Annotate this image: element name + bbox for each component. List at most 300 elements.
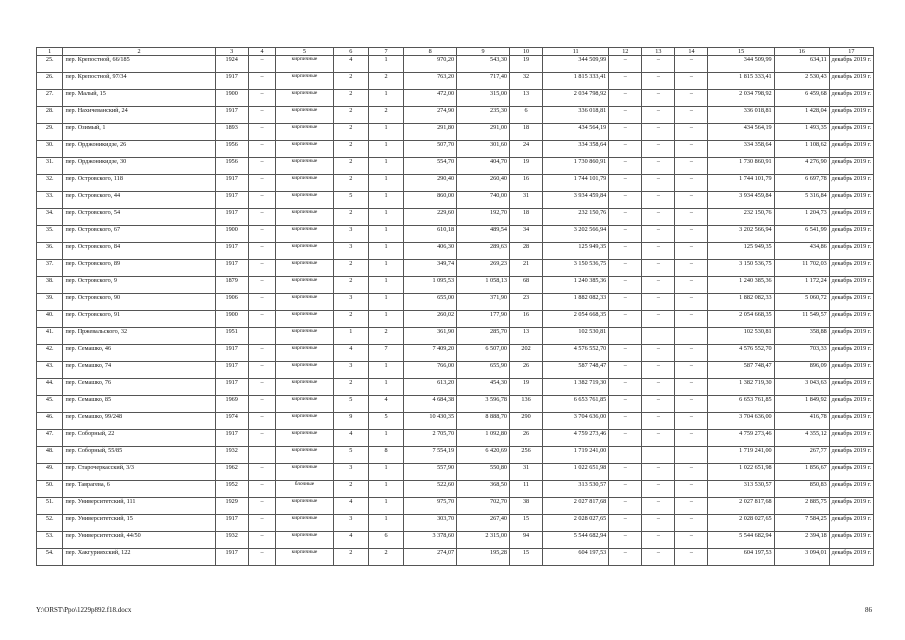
- cell-year-built: 1879: [215, 277, 248, 294]
- cell-cost-total: 1 815 333,41: [708, 73, 774, 90]
- cell-cost-total: 2 027 817,68: [708, 498, 774, 515]
- cell-year-renovated: –: [248, 515, 276, 532]
- cell-total-area: 557,90: [404, 464, 457, 481]
- cell-cost-col-12: –: [609, 73, 642, 90]
- cell-cost-col-12: –: [609, 413, 642, 430]
- cell-cost-col-14: –: [675, 396, 708, 413]
- cell-cost-total: 3 704 636,00: [708, 413, 774, 430]
- cell-year-built: 1900: [215, 90, 248, 107]
- cell-living-area: 6 420,69: [457, 447, 510, 464]
- cell-sections: 1: [368, 379, 403, 396]
- cell-cost-col-14: –: [675, 294, 708, 311]
- cell-row-number: 27.: [37, 90, 63, 107]
- cell-cost-col-12: –: [609, 260, 642, 277]
- cell-living-area: 235,30: [457, 107, 510, 124]
- cell-wall-material: кирпичные: [276, 345, 333, 362]
- cell-sections: 1: [368, 464, 403, 481]
- cell-floors: 2: [333, 90, 368, 107]
- table-row: [37, 243, 874, 260]
- cell-cost-total: 313 530,57: [708, 481, 774, 498]
- cell-total-area: 472,00: [404, 90, 457, 107]
- cell-cost-per-sqm: 416,78: [774, 413, 829, 430]
- cell-row-number: 26.: [37, 73, 63, 90]
- cell-cost-total: 336 018,81: [708, 107, 774, 124]
- cell-living-area: 289,63: [457, 243, 510, 260]
- cell-deadline: декабрь 2019 г.: [829, 362, 873, 379]
- cell-year-renovated: [248, 328, 276, 345]
- cell-total-area: 7 554,19: [404, 447, 457, 464]
- cell-year-built: 1917: [215, 430, 248, 447]
- cell-cost-col-12: –: [609, 294, 642, 311]
- cell-deadline: декабрь 2019 г.: [829, 549, 873, 566]
- cell-wall-material: кирпичные: [276, 532, 333, 549]
- cell-cost-col-12: –: [609, 158, 642, 175]
- cell-residents: 16: [510, 311, 543, 328]
- cell-cost-col-13: [642, 447, 675, 464]
- cell-sections: 2: [368, 328, 403, 345]
- cell-residents: 290: [510, 413, 543, 430]
- cell-year-renovated: –: [248, 294, 276, 311]
- cell-cost-col-13: –: [642, 56, 675, 73]
- cell-deadline: декабрь 2019 г.: [829, 396, 873, 413]
- cell-total-area: 763,20: [404, 73, 457, 90]
- cell-year-built: 1929: [215, 498, 248, 515]
- cell-total-cost: 1 744 101,79: [543, 175, 609, 192]
- cell-total-area: 2 705,70: [404, 430, 457, 447]
- cell-wall-material: кирпичные: [276, 464, 333, 481]
- cell-address: пер. Островского, 84: [63, 243, 215, 260]
- cell-cost-col-12: –: [609, 311, 642, 328]
- cell-total-cost: 3 150 536,75: [543, 260, 609, 277]
- cell-total-cost: 232 150,76: [543, 209, 609, 226]
- table-row: [37, 277, 874, 294]
- cell-total-cost: 434 564,19: [543, 124, 609, 141]
- table-row: [37, 294, 874, 311]
- cell-year-renovated: –: [248, 243, 276, 260]
- header-row: [37, 48, 874, 56]
- cell-address: пер. Островского, 67: [63, 226, 215, 243]
- cell-floors: 9: [333, 413, 368, 430]
- cell-wall-material: кирпичные: [276, 549, 333, 566]
- cell-address: пер. Островского, 89: [63, 260, 215, 277]
- header-cell-2: 2: [63, 48, 215, 56]
- cell-cost-per-sqm: 5 316,84: [774, 192, 829, 209]
- cell-wall-material: кирпичные: [276, 362, 333, 379]
- cell-year-renovated: –: [248, 345, 276, 362]
- cell-total-cost: 6 653 761,85: [543, 396, 609, 413]
- cell-floors: 2: [333, 277, 368, 294]
- cell-sections: 1: [368, 192, 403, 209]
- cell-cost-col-13: –: [642, 107, 675, 124]
- cell-deadline: декабрь 2019 г.: [829, 260, 873, 277]
- cell-cost-col-13: –: [642, 430, 675, 447]
- cell-total-area: 3 378,60: [404, 532, 457, 549]
- cell-deadline: декабрь 2019 г.: [829, 209, 873, 226]
- table-row: [37, 481, 874, 498]
- table-body: [37, 56, 874, 566]
- cell-living-area: 260,40: [457, 175, 510, 192]
- table-row: [37, 328, 874, 345]
- header-cell-11: 11: [543, 48, 609, 56]
- header-cell-13: 13: [642, 48, 675, 56]
- cell-living-area: 8 888,70: [457, 413, 510, 430]
- cell-cost-col-14: –: [675, 515, 708, 532]
- cell-deadline: декабрь 2019 г.: [829, 107, 873, 124]
- header-cell-10: 10: [510, 48, 543, 56]
- header-cell-12: 12: [609, 48, 642, 56]
- cell-address: пер. Семашко, 85: [63, 396, 215, 413]
- table-row: [37, 260, 874, 277]
- cell-year-built: 1917: [215, 73, 248, 90]
- cell-total-area: 274,07: [404, 549, 457, 566]
- cell-address: пер. Старочеркасский, 3/3: [63, 464, 215, 481]
- cell-address: пер. Университетский, 15: [63, 515, 215, 532]
- cell-cost-col-13: –: [642, 362, 675, 379]
- cell-year-built: 1917: [215, 209, 248, 226]
- cell-total-cost: 587 748,47: [543, 362, 609, 379]
- cell-wall-material: кирпичные: [276, 294, 333, 311]
- cell-year-built: 1906: [215, 294, 248, 311]
- cell-wall-material: кирпичные: [276, 498, 333, 515]
- header-cell-15: 15: [708, 48, 774, 56]
- cell-residents: 19: [510, 379, 543, 396]
- cell-residents: 202: [510, 345, 543, 362]
- cell-living-area: 1 092,80: [457, 430, 510, 447]
- cell-cost-col-13: –: [642, 90, 675, 107]
- cell-floors: 2: [333, 107, 368, 124]
- cell-floors: 3: [333, 243, 368, 260]
- cell-sections: 1: [368, 90, 403, 107]
- header-cell-17: 17: [829, 48, 873, 56]
- cell-living-area: 269,23: [457, 260, 510, 277]
- cell-cost-total: 1 719 241,00: [708, 447, 774, 464]
- cell-floors: 2: [333, 141, 368, 158]
- cell-row-number: 28.: [37, 107, 63, 124]
- cell-row-number: 41.: [37, 328, 63, 345]
- cell-cost-col-13: –: [642, 277, 675, 294]
- cell-cost-col-12: [609, 447, 642, 464]
- cell-address: пер. Островского, 9: [63, 277, 215, 294]
- cell-floors: 5: [333, 396, 368, 413]
- cell-residents: 13: [510, 90, 543, 107]
- cell-cost-total: 604 197,53: [708, 549, 774, 566]
- cell-row-number: 30.: [37, 141, 63, 158]
- cell-cost-per-sqm: 634,11: [774, 56, 829, 73]
- cell-living-area: 717,40: [457, 73, 510, 90]
- cell-cost-col-14: –: [675, 481, 708, 498]
- cell-cost-col-12: –: [609, 226, 642, 243]
- cell-deadline: декабрь 2019 г.: [829, 73, 873, 90]
- cell-year-built: 1956: [215, 158, 248, 175]
- cell-cost-total: 102 530,81: [708, 328, 774, 345]
- cell-year-built: 1917: [215, 379, 248, 396]
- cell-year-renovated: –: [248, 277, 276, 294]
- cell-sections: 7: [368, 345, 403, 362]
- cell-total-area: 610,18: [404, 226, 457, 243]
- cell-floors: 3: [333, 464, 368, 481]
- cell-floors: 3: [333, 226, 368, 243]
- cell-total-area: 260,02: [404, 311, 457, 328]
- cell-address: пер. Островского, 44: [63, 192, 215, 209]
- cell-row-number: 47.: [37, 430, 63, 447]
- cell-cost-col-14: –: [675, 311, 708, 328]
- cell-total-area: 1 095,53: [404, 277, 457, 294]
- cell-residents: 15: [510, 515, 543, 532]
- cell-year-built: 1917: [215, 243, 248, 260]
- cell-deadline: декабрь 2019 г.: [829, 294, 873, 311]
- cell-cost-per-sqm: 2 394,18: [774, 532, 829, 549]
- cell-cost-per-sqm: 358,88: [774, 328, 829, 345]
- cell-address: пер. Университетский, 44/50: [63, 532, 215, 549]
- cell-total-cost: 5 544 682,94: [543, 532, 609, 549]
- cell-floors: 4: [333, 56, 368, 73]
- cell-total-area: 10 430,35: [404, 413, 457, 430]
- cell-sections: 2: [368, 73, 403, 90]
- header-cell-5: 5: [276, 48, 333, 56]
- cell-cost-col-12: –: [609, 56, 642, 73]
- cell-cost-col-13: –: [642, 124, 675, 141]
- cell-residents: 256: [510, 447, 543, 464]
- cell-row-number: 33.: [37, 192, 63, 209]
- cell-residents: 94: [510, 532, 543, 549]
- cell-total-cost: 313 530,57: [543, 481, 609, 498]
- cell-cost-col-12: –: [609, 209, 642, 226]
- cell-total-area: 274,90: [404, 107, 457, 124]
- cell-total-cost: 4 576 552,70: [543, 345, 609, 362]
- footer-page-number: 86: [865, 606, 872, 614]
- cell-residents: 24: [510, 141, 543, 158]
- cell-total-cost: 3 934 459,84: [543, 192, 609, 209]
- cell-row-number: 29.: [37, 124, 63, 141]
- cell-year-renovated: –: [248, 192, 276, 209]
- cell-total-area: 655,00: [404, 294, 457, 311]
- cell-cost-per-sqm: 2 530,43: [774, 73, 829, 90]
- cell-sections: 4: [368, 396, 403, 413]
- cell-total-area: 406,30: [404, 243, 457, 260]
- cell-sections: 1: [368, 226, 403, 243]
- cell-cost-per-sqm: 434,86: [774, 243, 829, 260]
- cell-deadline: декабрь 2019 г.: [829, 328, 873, 345]
- cell-cost-col-14: –: [675, 124, 708, 141]
- cell-cost-col-14: –: [675, 549, 708, 566]
- cell-address: пер. Семашко, 74: [63, 362, 215, 379]
- cell-cost-col-12: –: [609, 124, 642, 141]
- cell-total-area: 766,00: [404, 362, 457, 379]
- cell-cost-total: 5 544 682,94: [708, 532, 774, 549]
- cell-floors: 5: [333, 192, 368, 209]
- cell-total-area: 7 409,20: [404, 345, 457, 362]
- cell-cost-col-14: –: [675, 532, 708, 549]
- cell-deadline: декабрь 2019 г.: [829, 464, 873, 481]
- table-row: [37, 73, 874, 90]
- cell-address: пер. Соборный, 22: [63, 430, 215, 447]
- cell-row-number: 51.: [37, 498, 63, 515]
- cell-sections: 1: [368, 294, 403, 311]
- cell-row-number: 53.: [37, 532, 63, 549]
- table-row: [37, 90, 874, 107]
- cell-sections: 1: [368, 498, 403, 515]
- cell-sections: 1: [368, 260, 403, 277]
- cell-wall-material: кирпичные: [276, 158, 333, 175]
- cell-cost-col-13: –: [642, 311, 675, 328]
- cell-floors: 2: [333, 379, 368, 396]
- table-row: [37, 192, 874, 209]
- table-row: [37, 158, 874, 175]
- cell-cost-col-13: –: [642, 379, 675, 396]
- cell-cost-col-14: –: [675, 464, 708, 481]
- housing-table: [36, 47, 874, 566]
- cell-cost-col-12: –: [609, 362, 642, 379]
- cell-cost-per-sqm: 1 172,24: [774, 277, 829, 294]
- cell-living-area: 267,40: [457, 515, 510, 532]
- header-cell-7: 7: [368, 48, 403, 56]
- cell-cost-col-13: –: [642, 294, 675, 311]
- cell-year-renovated: –: [248, 141, 276, 158]
- table-row: [37, 56, 874, 73]
- cell-cost-col-12: –: [609, 464, 642, 481]
- cell-sections: 1: [368, 430, 403, 447]
- cell-deadline: декабрь 2019 г.: [829, 90, 873, 107]
- cell-cost-col-13: –: [642, 260, 675, 277]
- cell-wall-material: кирпичные: [276, 209, 333, 226]
- cell-sections: 1: [368, 362, 403, 379]
- cell-cost-total: 1 744 101,79: [708, 175, 774, 192]
- cell-residents: 13: [510, 328, 543, 345]
- cell-total-cost: 102 530,81: [543, 328, 609, 345]
- table-row: [37, 379, 874, 396]
- cell-cost-col-14: [675, 328, 708, 345]
- cell-sections: 1: [368, 311, 403, 328]
- cell-cost-total: 1 730 860,91: [708, 158, 774, 175]
- cell-wall-material: кирпичные: [276, 311, 333, 328]
- header-cell-8: 8: [404, 48, 457, 56]
- cell-cost-col-13: –: [642, 549, 675, 566]
- cell-floors: 2: [333, 175, 368, 192]
- cell-row-number: 54.: [37, 549, 63, 566]
- cell-row-number: 46.: [37, 413, 63, 430]
- cell-year-renovated: –: [248, 362, 276, 379]
- cell-cost-total: 2 034 798,92: [708, 90, 774, 107]
- cell-total-cost: 2 034 798,92: [543, 90, 609, 107]
- cell-address: пер. Соборный, 55/85: [63, 447, 215, 464]
- cell-cost-col-14: –: [675, 498, 708, 515]
- cell-cost-col-12: –: [609, 277, 642, 294]
- table-row: [37, 464, 874, 481]
- cell-residents: 6: [510, 107, 543, 124]
- cell-cost-per-sqm: 7 584,25: [774, 515, 829, 532]
- cell-residents: 11: [510, 481, 543, 498]
- cell-living-area: 543,30: [457, 56, 510, 73]
- cell-deadline: декабрь 2019 г.: [829, 158, 873, 175]
- cell-total-cost: 604 197,53: [543, 549, 609, 566]
- cell-total-cost: 3 704 636,00: [543, 413, 609, 430]
- cell-cost-col-14: –: [675, 73, 708, 90]
- cell-cost-col-13: –: [642, 73, 675, 90]
- cell-total-area: 522,60: [404, 481, 457, 498]
- cell-floors: 2: [333, 209, 368, 226]
- table-row: [37, 175, 874, 192]
- cell-cost-col-12: –: [609, 498, 642, 515]
- cell-sections: 1: [368, 124, 403, 141]
- cell-cost-col-14: –: [675, 175, 708, 192]
- cell-cost-total: 6 653 761,85: [708, 396, 774, 413]
- header-cell-3: 3: [215, 48, 248, 56]
- cell-floors: 3: [333, 515, 368, 532]
- cell-sections: 1: [368, 158, 403, 175]
- cell-residents: 15: [510, 549, 543, 566]
- cell-row-number: 34.: [37, 209, 63, 226]
- cell-deadline: декабрь 2019 г.: [829, 226, 873, 243]
- cell-wall-material: кирпичные: [276, 107, 333, 124]
- cell-year-built: 1917: [215, 515, 248, 532]
- cell-year-renovated: –: [248, 124, 276, 141]
- cell-deadline: декабрь 2019 г.: [829, 413, 873, 430]
- cell-wall-material: кирпичные: [276, 328, 333, 345]
- cell-year-built: 1917: [215, 362, 248, 379]
- cell-living-area: 192,70: [457, 209, 510, 226]
- cell-cost-col-12: –: [609, 141, 642, 158]
- cell-total-cost: 344 509,99: [543, 56, 609, 73]
- cell-total-area: 361,90: [404, 328, 457, 345]
- cell-sections: 8: [368, 447, 403, 464]
- cell-row-number: 25.: [37, 56, 63, 73]
- cell-residents: 19: [510, 56, 543, 73]
- cell-address: пер. Орджоникидзе, 26: [63, 141, 215, 158]
- cell-cost-total: 232 150,76: [708, 209, 774, 226]
- cell-year-built: 1932: [215, 532, 248, 549]
- cell-total-cost: 2 028 027,65: [543, 515, 609, 532]
- cell-year-built: 1924: [215, 56, 248, 73]
- header-cell-16: 16: [774, 48, 829, 56]
- cell-row-number: 44.: [37, 379, 63, 396]
- cell-deadline: декабрь 2019 г.: [829, 481, 873, 498]
- cell-total-cost: 1 022 651,98: [543, 464, 609, 481]
- cell-cost-total: 3 934 459,84: [708, 192, 774, 209]
- cell-cost-col-14: –: [675, 413, 708, 430]
- cell-cost-col-13: –: [642, 464, 675, 481]
- cell-cost-col-13: –: [642, 141, 675, 158]
- table-row: [37, 362, 874, 379]
- cell-residents: 68: [510, 277, 543, 294]
- cell-cost-col-14: –: [675, 430, 708, 447]
- cell-year-built: 1974: [215, 413, 248, 430]
- table-row: [37, 124, 874, 141]
- cell-cost-total: 344 509,99: [708, 56, 774, 73]
- cell-cost-per-sqm: 11 549,57: [774, 311, 829, 328]
- cell-total-cost: 1 382 719,30: [543, 379, 609, 396]
- cell-living-area: 301,60: [457, 141, 510, 158]
- cell-row-number: 38.: [37, 277, 63, 294]
- cell-total-area: 554,70: [404, 158, 457, 175]
- cell-total-area: 229,60: [404, 209, 457, 226]
- cell-deadline: декабрь 2019 г.: [829, 141, 873, 158]
- cell-floors: 1: [333, 328, 368, 345]
- cell-cost-col-12: –: [609, 192, 642, 209]
- cell-wall-material: кирпичные: [276, 73, 333, 90]
- cell-cost-col-14: –: [675, 226, 708, 243]
- table-row: [37, 498, 874, 515]
- cell-address: пер. Таврагева, 6: [63, 481, 215, 498]
- cell-deadline: декабрь 2019 г.: [829, 430, 873, 447]
- cell-sections: 1: [368, 56, 403, 73]
- table-row: [37, 311, 874, 328]
- cell-residents: 28: [510, 243, 543, 260]
- cell-cost-per-sqm: 1 849,92: [774, 396, 829, 413]
- cell-deadline: декабрь 2019 г.: [829, 277, 873, 294]
- cell-cost-col-13: –: [642, 481, 675, 498]
- cell-year-renovated: –: [248, 73, 276, 90]
- cell-cost-total: 2 028 027,65: [708, 515, 774, 532]
